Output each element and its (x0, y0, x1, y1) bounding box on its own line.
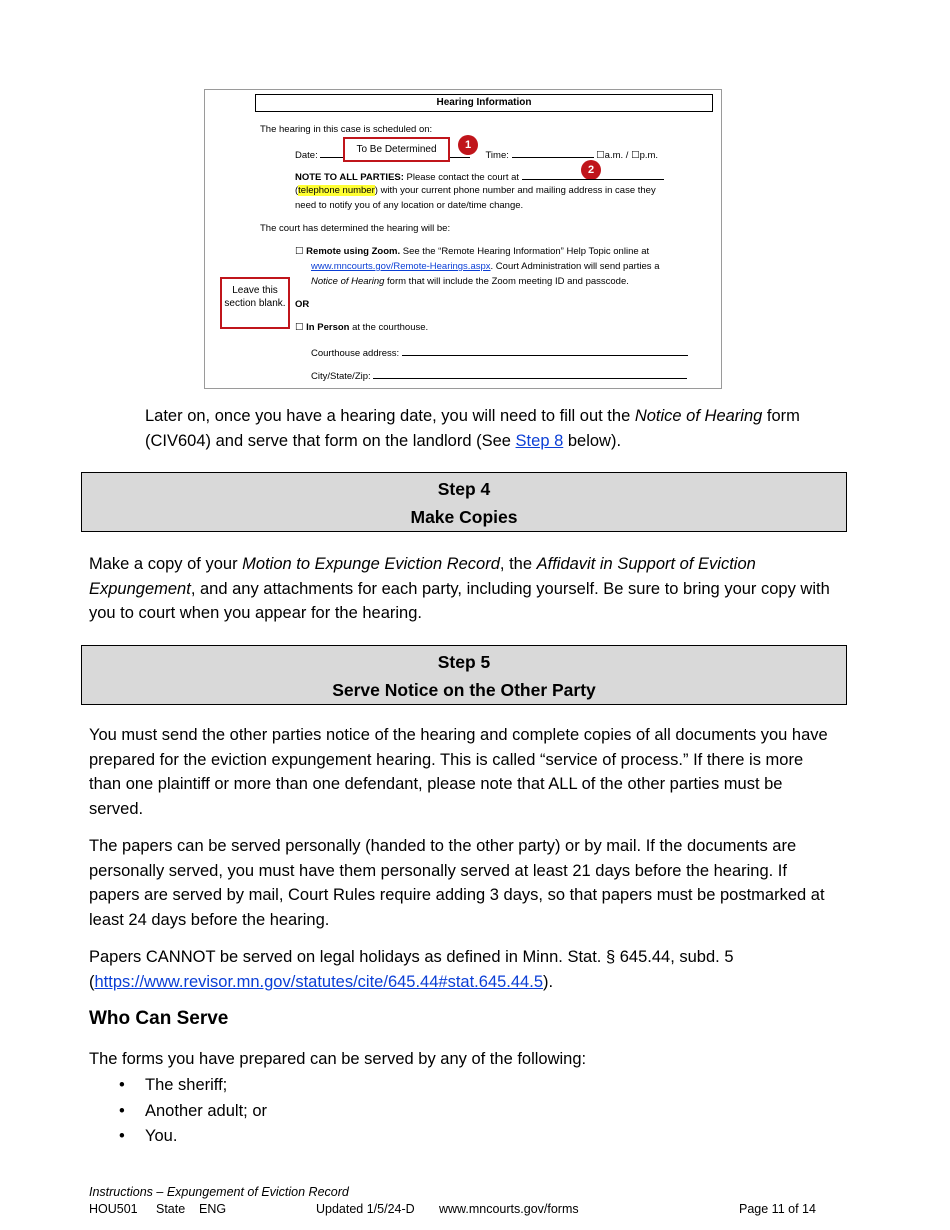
list-item (89, 1099, 267, 1125)
bullet-icon: • (119, 1076, 125, 1094)
city-row (311, 368, 687, 383)
scheduled-text: The hearing in this case is scheduled on: (260, 124, 433, 135)
remote-text-2: . Court Administration will send parties a (490, 261, 660, 272)
step-4-italic-1: Motion to Expunge Eviction Record (242, 555, 500, 573)
step-5-para-3-text: Papers CANNOT be served on legal holidays as defined in Minn. Stat. § 645.44, subd. 5 ( (89, 948, 734, 991)
leave-blank-callout: Leave this section blank. (220, 277, 290, 329)
form-title: Hearing Information (255, 94, 713, 112)
step-4-paragraph (89, 552, 834, 626)
who-can-serve-heading: Who Can Serve (89, 1008, 229, 1029)
note-line-2: (telephone number) with your current phone number and mailing address in case they (295, 185, 656, 196)
step-5-header (81, 645, 847, 705)
step-8-link[interactable]: Step 8 (515, 431, 564, 450)
ampm-checkboxes: ☐a.m. / ☐p.m. (596, 150, 659, 161)
date-label: Date: (295, 150, 318, 161)
list-item-text: The sheriff; (145, 1076, 228, 1094)
in-person-text: at the courthouse. (352, 322, 429, 333)
time-label: Time: (485, 150, 509, 161)
note-text-2: ) with your current phone number and mailing address in case they (374, 185, 656, 196)
step-4-header (81, 472, 847, 532)
note-bold: NOTE TO ALL PARTIES: (295, 172, 404, 183)
bullet-icon: • (119, 1127, 125, 1145)
in-person-bold: In Person (306, 322, 350, 333)
footer-page-number: Page 11 of 14 (739, 1202, 816, 1216)
remote-text: See the “Remote Hearing Information” Help Topic online at (402, 246, 650, 257)
list-item-text: Another adult; or (145, 1101, 267, 1120)
who-can-serve-intro: The forms you have prepared can be served by any of the following: (89, 1050, 587, 1068)
list-item (89, 1073, 267, 1099)
hearing-information-form-image (204, 89, 722, 389)
callout-badge-1: 1 (458, 135, 478, 155)
list-item (89, 1124, 267, 1150)
bullet-icon: • (119, 1101, 125, 1120)
server-list (89, 1073, 267, 1150)
step-5-paragraph-3 (89, 945, 834, 994)
remote-text-3: form that will include the Zoom meeting ID and passcode. (387, 276, 629, 287)
footer-code: HOU501 (89, 1202, 138, 1216)
intro-italic: Notice of Hearing (634, 407, 763, 425)
note-text: Please contact the court at (406, 172, 520, 183)
step-4-number: Step 4 (437, 479, 491, 499)
remote-line-2 (311, 260, 659, 273)
in-person-checkbox: ☐ (295, 322, 304, 333)
remote-checkbox: ☐ (295, 246, 304, 257)
step-5-title: Serve Notice on the Other Party (332, 680, 596, 700)
note-line-1 (295, 169, 664, 184)
footer-updated: Updated 1/5/24-D (316, 1202, 415, 1216)
step-5-paragraph-1: You must send the other parties notice of the hearing and complete copies of all documents you have prepared for the eviction expungement hearing. This is called “service of process.” If there is more than one plaintiff or more than one defendant, please note that ALL of the other parties must be served. (89, 726, 828, 818)
in-person-line (295, 321, 428, 334)
footer-lang: ENG (199, 1202, 227, 1216)
intro-paragraph (145, 404, 845, 453)
list-item-text: You. (145, 1127, 178, 1145)
step-5-number: Step 5 (437, 652, 491, 672)
note-line-3: need to notify you of any location or date/time change. (295, 200, 524, 211)
revisor-statute-link[interactable]: https://www.revisor.mn.gov/statutes/cite/645.44#stat.645.44.5 (94, 972, 543, 991)
remote-line-1 (295, 245, 649, 258)
city-label: City/State/Zip: (311, 371, 371, 382)
step-4-italic-2: Affidavit in Support of Eviction Expungement (89, 555, 756, 598)
courthouse-row (311, 345, 688, 360)
footer-title: Instructions – Expungement of Eviction Record (89, 1185, 349, 1199)
courthouse-label: Courthouse address: (311, 348, 400, 359)
remote-line-3 (311, 275, 629, 288)
intro-text-3: below). (563, 431, 622, 450)
intro-text-2: form (CIV604) and serve that form on the landlord (See (145, 407, 800, 450)
step-5-paragraph-2: The papers can be served personally (handed to the other party) or by mail. If the documents are personally served, you must have them personally served at least 21 days before the hearing. If papers are served by mail, Court Rules require adding 3 days, so that papers must be postmarked at least 24 days before the hearing. (89, 837, 825, 929)
footer-website: www.mncourts.gov/forms (439, 1202, 579, 1216)
remote-bold: Remote using Zoom. (306, 246, 401, 257)
callout-badge-2: 2 (581, 160, 601, 180)
intro-text-1: Later on, once you have a hearing date, you will need to fill out the (145, 407, 635, 425)
or-label: OR (295, 299, 310, 310)
telephone-highlight: telephone number (298, 185, 375, 196)
step-4-text-2: , the (499, 555, 537, 573)
determined-text: The court has determined the hearing will be: (260, 223, 451, 234)
date-value-callout: To Be Determined (343, 137, 450, 162)
remote-italic: Notice of Hearing (311, 276, 385, 287)
step-5-para-3-end: ). (543, 972, 554, 991)
step-4-text-1: Make a copy of your (89, 555, 243, 573)
step-4-text-3: , and any attachments for each party, including yourself. Be sure to bring your copy with you to court when you appear for the hearing. (89, 579, 830, 623)
step-4-title: Make Copies (410, 507, 518, 527)
footer-state: State (156, 1202, 186, 1216)
remote-link: www.mncourts.gov/Remote-Hearings.aspx (311, 261, 491, 272)
